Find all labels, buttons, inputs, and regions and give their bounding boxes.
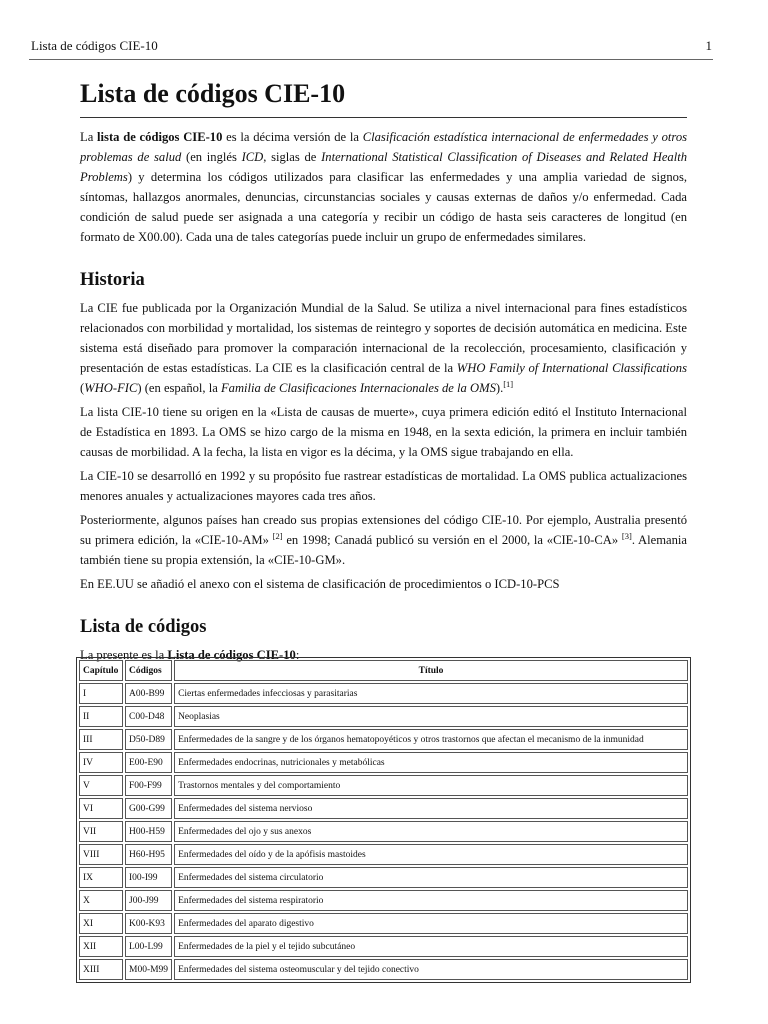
cell-codigos: F00-F99 xyxy=(125,775,172,796)
cell-titulo: Enfermedades del sistema respiratorio xyxy=(174,890,688,911)
table-row xyxy=(79,913,688,934)
table-row xyxy=(79,798,688,819)
table-row xyxy=(79,729,688,750)
table-row xyxy=(79,752,688,773)
cell-capitulo: VII xyxy=(79,821,123,842)
article-body xyxy=(80,76,687,665)
cell-capitulo: X xyxy=(79,890,123,911)
column-header-codigos: Códigos xyxy=(125,660,172,681)
page-number: 1 xyxy=(705,38,712,53)
table-row xyxy=(79,844,688,865)
text-run: ). xyxy=(495,381,504,395)
historia-paragraph-3: La CIE-10 se desarrolló en 1992 y su propósito fue rastrear estadísticas de mortalidad. La OMS publica actualizaciones menores anuales y actualizaciones mayores cada tres años. xyxy=(80,469,687,503)
historia-paragraph-5: En EE.UU se añadió el anexo con el sistema de clasificación de procedimientos o ICD-10-PCS xyxy=(80,577,560,591)
cell-titulo: Trastornos mentales y del comportamiento xyxy=(174,775,688,796)
cell-codigos: D50-D89 xyxy=(125,729,172,750)
reference-link[interactable]: [1] xyxy=(503,379,514,389)
text-run: ) (en español, la xyxy=(137,381,221,395)
cell-codigos: C00-D48 xyxy=(125,706,172,727)
text-run: : xyxy=(295,648,300,662)
text-run: Posteriormente, algunos países han creado sus propias extensiones del código CIE-10. Por ejemplo, Australia presentó su primera edición, la «CIE-10-AM» xyxy=(80,513,687,547)
cell-codigos: G00-G99 xyxy=(125,798,172,819)
cell-capitulo: VIII xyxy=(79,844,123,865)
cell-capitulo: XI xyxy=(79,913,123,934)
column-header-titulo: Título xyxy=(174,660,688,681)
cell-titulo: Ciertas enfermedades infecciosas y parasitarias xyxy=(174,683,688,704)
bold-term: lista de códigos CIE-10 xyxy=(97,130,223,144)
cell-capitulo: VI xyxy=(79,798,123,819)
reference-link[interactable]: [3] xyxy=(621,531,632,541)
cell-capitulo: II xyxy=(79,706,123,727)
column-header-capitulo: Capítulo xyxy=(79,660,123,681)
cell-codigos: H60-H95 xyxy=(125,844,172,865)
cell-titulo: Enfermedades del oído y de la apófisis mastoides xyxy=(174,844,688,865)
cell-codigos: E00-E90 xyxy=(125,752,172,773)
cell-capitulo: XII xyxy=(79,936,123,957)
cell-capitulo: XIII xyxy=(79,959,123,980)
italic-term: International Statistical Classification of Diseases and Related Health Problems xyxy=(80,150,687,184)
running-header xyxy=(31,38,712,54)
historia-paragraph-1 xyxy=(80,298,687,398)
text-run: es la décima versión de la xyxy=(222,130,363,144)
text-run: ) y determina los códigos utilizados para clasificar las enfermedades y una amplia variedad de signos, síntomas, hallazgos anormales, denuncias, circunstancias sociales y causas externas de daños y/o enfermedad. Cada condición de salud puede ser asignada a una categoría y recibir un código de hasta seis caracteres de longitud (en formato de X00.00). Cada una de tales categorías puede incluir un grupo de enfermedades similares. xyxy=(80,170,687,244)
cell-capitulo: IV xyxy=(79,752,123,773)
reference-link[interactable]: [2] xyxy=(272,531,283,541)
cell-codigos: H00-H59 xyxy=(125,821,172,842)
table-header-row xyxy=(79,660,688,681)
intro-paragraph xyxy=(80,127,687,247)
section-heading-historia: Historia xyxy=(80,270,145,290)
cell-titulo: Enfermedades del sistema nervioso xyxy=(174,798,688,819)
table-row xyxy=(79,867,688,888)
bold-term: Lista de códigos CIE-10 xyxy=(167,648,296,662)
cell-codigos: K00-K93 xyxy=(125,913,172,934)
header-divider xyxy=(29,59,713,60)
cell-titulo: Enfermedades del sistema osteomuscular y del tejido conectivo xyxy=(174,959,688,980)
table-row xyxy=(79,821,688,842)
section-heading-lista: Lista de códigos xyxy=(80,617,207,637)
text-run: . Alemania también tiene su propia extensión, la «CIE-10-GM». xyxy=(80,533,688,567)
cell-codigos: I00-I99 xyxy=(125,867,172,888)
cell-titulo: Enfermedades del aparato digestivo xyxy=(174,913,688,934)
text-run: La presente es la xyxy=(80,648,168,662)
cell-titulo: Enfermedades del sistema circulatorio xyxy=(174,867,688,888)
text-run: ( xyxy=(80,381,85,395)
table-row xyxy=(79,683,688,704)
historia-paragraph-2: La lista CIE-10 tiene su origen en la «Lista de causas de muerte», cuya primera edición editó el Instituto Internacional de Estadística en 1893. La OMS se hizo cargo de la misma en 1948, en la sexta edición, la primera en incluir también causas de morbilidad. A la fecha, la lista en vigor es la décima, y la OMS sigue trabajando en ella. xyxy=(80,405,687,459)
page-title: Lista de códigos CIE-10 xyxy=(80,76,687,118)
table-row xyxy=(79,706,688,727)
codes-table xyxy=(76,657,691,983)
cell-capitulo: V xyxy=(79,775,123,796)
cell-codigos: L00-L99 xyxy=(125,936,172,957)
text-run: La CIE fue publicada por la Organización Mundial de la Salud. Se utiliza a nivel internacional para fines estadísticos relacionados con morbilidad y mortalidad, los sistemas de reintegro y soportes de decisión automática en medicina. Este sistema está diseñado para promover la comparación internacional de la recolección, procesamiento, clasificación y presentación de estas estadísticas. La CIE es la clasificación central de la xyxy=(80,301,687,375)
table-row xyxy=(79,936,688,957)
table-row xyxy=(79,775,688,796)
cell-capitulo: IX xyxy=(79,867,123,888)
italic-term: WHO-FIC xyxy=(84,381,138,395)
italic-term: Familia de Clasificaciones Internacionales de la OMS xyxy=(220,381,496,395)
cell-titulo: Enfermedades de la piel y el tejido subcutáneo xyxy=(174,936,688,957)
italic-term: WHO Family of International Classifications xyxy=(456,361,687,375)
historia-paragraph-4 xyxy=(80,510,687,570)
italic-term: ICD xyxy=(241,150,264,164)
running-title: Lista de códigos CIE-10 xyxy=(31,38,158,53)
cell-codigos: A00-B99 xyxy=(125,683,172,704)
text-run: (en inglés xyxy=(181,150,242,164)
cell-titulo: Enfermedades endocrinas, nutricionales y metabólicas xyxy=(174,752,688,773)
table-body xyxy=(79,683,688,980)
cell-titulo: Neoplasias xyxy=(174,706,688,727)
cell-codigos: J00-J99 xyxy=(125,890,172,911)
cell-titulo: Enfermedades de la sangre y de los órganos hematopoyéticos y otros trastornos que afectan el mecanismo de la inmunidad xyxy=(174,729,688,750)
cell-capitulo: III xyxy=(79,729,123,750)
text-run: La xyxy=(80,130,98,144)
cell-codigos: M00-M99 xyxy=(125,959,172,980)
text-run: , siglas de xyxy=(263,150,322,164)
table-row xyxy=(79,959,688,980)
table-row xyxy=(79,890,688,911)
cell-capitulo: I xyxy=(79,683,123,704)
italic-term: Clasificación estadística internacional de enfermedades y otros problemas de salud xyxy=(80,130,688,164)
cell-titulo: Enfermedades del ojo y sus anexos xyxy=(174,821,688,842)
text-run: en 1998; Canadá publicó su versión en el 2000, la «CIE-10-CA» xyxy=(282,533,622,547)
